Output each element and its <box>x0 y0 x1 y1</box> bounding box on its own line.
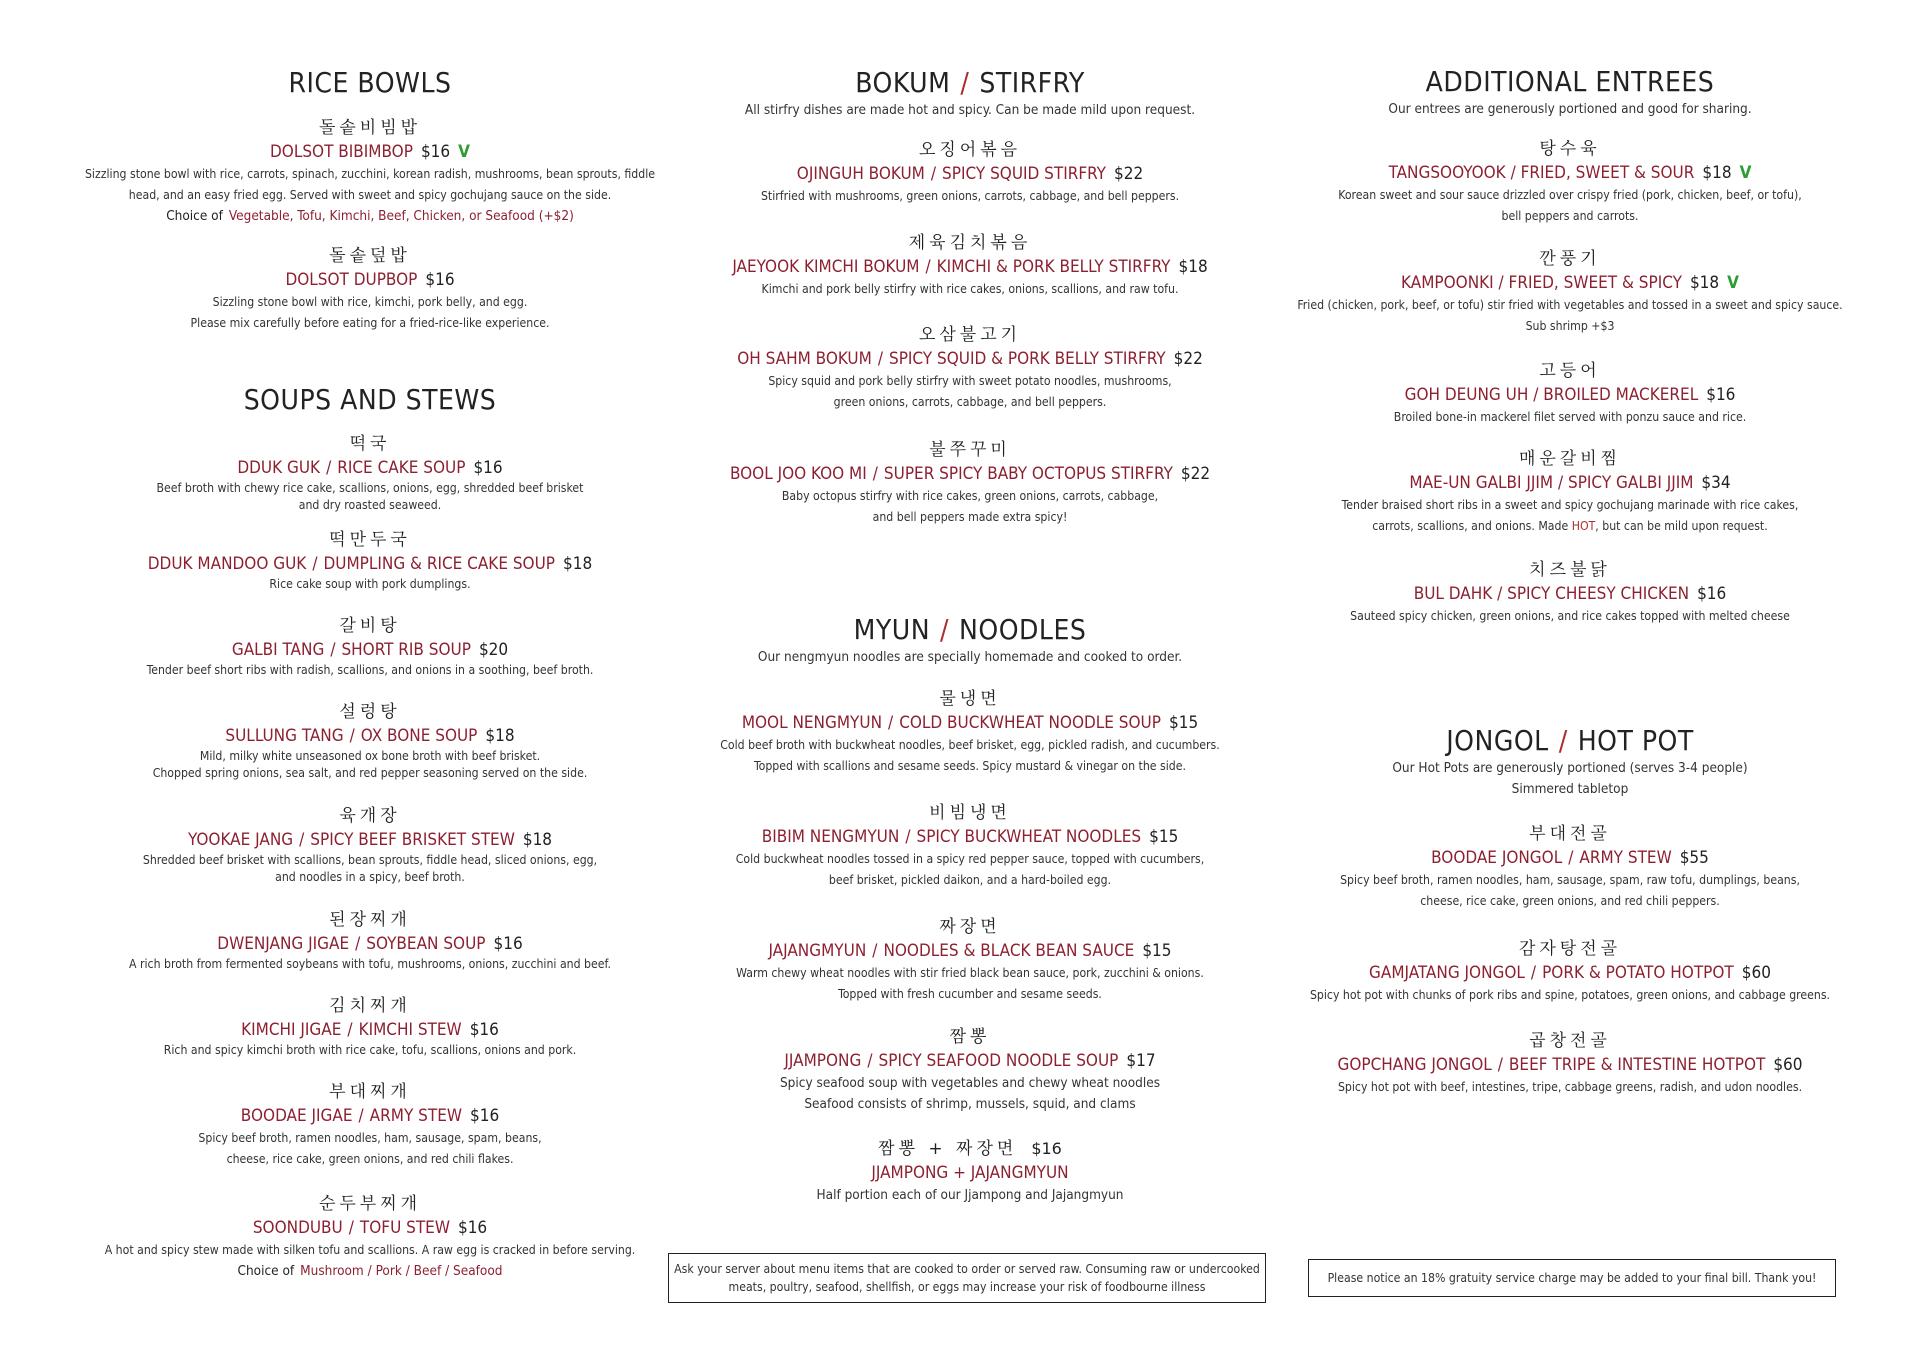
item-price: $18 <box>1178 257 1208 277</box>
item-description <box>1290 516 1850 537</box>
menu-item <box>710 438 1230 528</box>
item-description: Sizzling stone bowl with rice, carrots, spinach, zucchini, korean radish, mushrooms, bean sprouts, fiddle <box>84 167 656 181</box>
title-english: HOT POT <box>1577 724 1694 757</box>
column-left <box>40 0 700 1372</box>
item-name-romanized: DDUK GUK <box>237 458 321 478</box>
korean-name: 육개장 <box>339 806 401 826</box>
item-name-english: COLD BUCKWHEAT NOODLE SOUP <box>899 713 1161 733</box>
menu-item <box>40 908 700 973</box>
item-price: $16 <box>473 458 503 478</box>
item-price: $60 <box>1773 1055 1803 1075</box>
item-description: and noodles in a spicy, beef broth. <box>275 870 465 884</box>
menu-item <box>1290 558 1850 627</box>
item-description: Spicy seafood soup with vegetables and chewy wheat noodles <box>779 1075 1161 1091</box>
item-name-romanized: MOOL NENGMYUN <box>741 713 883 733</box>
item-description: Half portion each of our Jjampong and Jajangmyun <box>816 1187 1124 1203</box>
item-name <box>40 552 700 576</box>
korean-name: 비빔냉면 <box>929 803 1011 823</box>
item-name-romanized: YOOKAE JANG <box>187 830 294 850</box>
hot-label: HOT <box>1571 519 1596 533</box>
title-korean: MYUN <box>853 613 931 646</box>
item-name-english: KIMCHI & PORK BELLY STIRFRY <box>936 257 1171 277</box>
korean-name: 곱창전골 <box>1529 1031 1611 1051</box>
item-price: $34 <box>1701 473 1731 493</box>
item-price: $15 <box>1142 941 1172 961</box>
item-name-text: DOLSOT BIBIMBOP <box>270 142 413 162</box>
item-name-english: NOODLES & BLACK BEAN SAUCE <box>883 941 1135 961</box>
item-description: Broiled bone-in mackerel filet served with ponzu sauce and rice. <box>1393 410 1747 424</box>
rice-bowls-section <box>40 66 700 100</box>
separator: / <box>888 713 894 733</box>
korean-name: 불쭈꾸미 <box>929 440 1011 460</box>
item-name-romanized: GALBI TANG <box>231 640 325 660</box>
item-name-romanized: BOOL JOO KOO MI <box>729 464 867 484</box>
separator: / <box>347 1020 353 1040</box>
item-price: $16 <box>469 1020 499 1040</box>
vegetarian-mark: V <box>458 142 470 162</box>
item-name-romanized: GAMJATANG JONGOL <box>1369 963 1525 983</box>
item-name-romanized: BIBIM NENGMYUN <box>761 827 900 847</box>
menu-item <box>1290 137 1850 227</box>
korean-name: 짜장면 <box>939 917 1001 937</box>
item-name <box>710 939 1230 963</box>
separator: / <box>1497 1055 1503 1075</box>
item-description: Cold buckwheat noodles tossed in a spicy red pepper sauce, topped with cucumbers, <box>735 852 1205 866</box>
item-price: $16 <box>493 934 523 954</box>
item-name-text: BUL DAHK / SPICY CHEESY CHICKEN <box>1413 584 1690 604</box>
notice-line: meats, poultry, seafood, shellfish, or eggs may increase your risk of foodbourne illness <box>728 1280 1206 1294</box>
item-name-english: SPICY SQUID & PORK BELLY STIRFRY <box>888 349 1166 369</box>
item-name-romanized: JAEYOOK KIMCHI BOKUM <box>732 257 920 277</box>
menu-item <box>40 614 700 679</box>
section-subtitle: Our entrees are generously portioned and good for sharing. <box>1388 101 1752 117</box>
item-description: Shredded beef brisket with scallions, bean sprouts, fiddle head, sliced onions, egg, <box>142 853 598 867</box>
item-price: $16 <box>1031 1139 1062 1158</box>
item-description: Sauteed spicy chicken, green onions, and rice cakes topped with melted cheese <box>1350 609 1790 623</box>
item-description: Kimchi and pork belly stirfry with rice cakes, onions, scallions, and raw tofu. <box>761 282 1179 296</box>
separator: / <box>348 1218 354 1238</box>
korean-name: 물냉면 <box>939 689 1001 709</box>
item-description: Spicy hot pot with beef, intestines, tripe, cabbage greens, radish, and udon noodles. <box>1337 1080 1803 1094</box>
korean-name: 설렁탕 <box>339 702 401 722</box>
menu-item <box>710 687 1230 777</box>
item-price: $18 <box>563 554 593 574</box>
menu-item <box>40 804 700 886</box>
item-description: Warm chewy wheat noodles with stir fried black bean sauce, pork, zucchini & onions. <box>736 966 1204 980</box>
separator: / <box>1530 963 1537 983</box>
menu-item <box>1290 822 1850 912</box>
item-description: beef brisket, pickled daikon, and a hard-boiled egg. <box>828 873 1112 887</box>
item-description: Sub shrimp +$3 <box>1525 319 1615 333</box>
item-price: $22 <box>1180 464 1211 484</box>
item-description: Tender braised short ribs in a sweet and spicy gochujang marinade with rice cakes, <box>1341 498 1799 512</box>
item-description: cheese, rice cake, green onions, and red chili peppers. <box>1420 894 1720 908</box>
item-name <box>1290 961 1850 985</box>
menu-item <box>710 801 1230 891</box>
item-description: Rich and spicy kimchi broth with rice cake, tofu, scallions, onions and pork. <box>163 1043 577 1057</box>
item-price: $16 <box>425 270 455 290</box>
item-name-romanized: KIMCHI JIGAE <box>241 1020 342 1040</box>
title-slash: / <box>960 66 970 99</box>
menu-item <box>40 432 700 514</box>
separator: / <box>905 827 911 847</box>
item-name <box>1290 271 1850 295</box>
korean-name: 부대찌개 <box>329 1082 411 1102</box>
menu-item <box>1290 1029 1850 1098</box>
item-description: and bell peppers made extra spicy! <box>872 510 1068 524</box>
item-description: Stirfried with mushrooms, green onions, carrots, cabbage, and bell peppers. <box>760 189 1180 203</box>
item-description: Rice cake soup with pork dumplings. <box>269 577 471 591</box>
item-name <box>40 1104 700 1128</box>
korean-name: 김치찌개 <box>329 996 411 1016</box>
choice-label: Choice of <box>166 208 223 224</box>
item-name-english: PORK & POTATO HOTPOT <box>1542 963 1734 983</box>
item-price: $16 <box>457 1218 488 1238</box>
title-korean: JONGOL <box>1446 724 1549 757</box>
item-name <box>40 932 700 956</box>
separator: / <box>299 830 305 850</box>
item-price: $18 <box>1689 273 1720 293</box>
item-price: $16 <box>470 1106 500 1126</box>
separator: / <box>872 464 878 484</box>
menu-item <box>710 1137 1230 1206</box>
menu-item <box>710 138 1230 207</box>
item-price: $16 <box>1697 584 1727 604</box>
title-korean: BOKUM <box>855 66 951 99</box>
menu-item <box>40 1080 700 1170</box>
item-name-romanized: OH SAHM BOKUM <box>737 349 872 369</box>
title-english: STIRFRY <box>979 66 1085 99</box>
item-name <box>1290 582 1850 606</box>
item-name-romanized: SOONDUBU <box>252 1218 343 1238</box>
item-name-romanized: GOPCHANG JONGOL <box>1337 1055 1492 1075</box>
item-price: $16 <box>420 142 451 162</box>
korean-name: 감자탕전골 <box>1518 939 1622 959</box>
menu-item <box>710 1025 1230 1115</box>
menu-item <box>710 323 1230 413</box>
separator: / <box>925 257 931 277</box>
item-description: Beef broth with chewy rice cake, scallions, onions, egg, shredded beef brisket <box>156 481 584 495</box>
choice-options: Mushroom / Pork / Beef / Seafood <box>300 1263 503 1279</box>
item-name <box>1290 1053 1850 1077</box>
menu-item <box>40 528 700 593</box>
item-description: Cold beef broth with buckwheat noodles, beef brisket, egg, pickled radish, and cucumbers. <box>720 738 1220 752</box>
item-description: Please mix carefully before eating for a fried-rice-like experience. <box>190 316 550 330</box>
menu-item <box>40 994 700 1059</box>
item-price: $15 <box>1149 827 1179 847</box>
jongol-section <box>1290 724 1850 800</box>
separator: / <box>877 349 883 369</box>
title-slash: / <box>1558 724 1568 757</box>
item-description: A rich broth from fermented soybeans with tofu, mushrooms, onions, zucchini and beef. <box>129 957 611 971</box>
item-price: $20 <box>478 640 509 660</box>
item-name-english: SHORT RIB SOUP <box>341 640 471 660</box>
separator: / <box>326 458 332 478</box>
item-description: and dry roasted seaweed. <box>298 498 442 512</box>
item-name-romanized: SULLUNG TANG <box>225 726 344 746</box>
korean-name: 돌솥덮밥 <box>329 246 411 266</box>
item-description: cheese, rice cake, green onions, and red chili flakes. <box>226 1152 514 1166</box>
item-name <box>1290 383 1850 407</box>
item-name-romanized: BOODAE JIGAE <box>240 1106 353 1126</box>
item-name-english: SUPER SPICY BABY OCTOPUS STIRFRY <box>883 464 1173 484</box>
item-price: $15 <box>1168 713 1199 733</box>
section-title <box>710 66 1230 100</box>
item-description: Spicy squid and pork belly stirfry with sweet potato noodles, mushrooms, <box>768 374 1172 388</box>
item-description: Sizzling stone bowl with rice, kimchi, pork belly, and egg. <box>212 295 528 309</box>
item-choice <box>40 1261 700 1282</box>
notice-line: Ask your server about menu items that are cooked to order or served raw. Consuming raw or undercooked <box>674 1262 1260 1276</box>
section-subtitle: Our Hot Pots are generously portioned (serves 3-4 people) <box>1392 760 1748 776</box>
menu-item <box>1290 937 1850 1006</box>
separator: / <box>1568 848 1574 868</box>
section-subtitle: All stirfry dishes are made hot and spicy. Can be made mild upon request. <box>744 102 1196 118</box>
item-price: $55 <box>1679 848 1709 868</box>
section-title: SOUPS AND STEWS <box>243 383 497 416</box>
section-subtitle: Simmered tabletop <box>1511 781 1629 797</box>
menu-item <box>710 231 1230 300</box>
item-name-text: KAMPOONKI / FRIED, SWEET & SPICY <box>1401 273 1682 293</box>
menu-item <box>1290 447 1850 537</box>
item-name-english: SPICY SQUID STIRFRY <box>942 164 1107 184</box>
item-name <box>710 255 1230 279</box>
title-english: NOODLES <box>959 613 1087 646</box>
title-slash: / <box>940 613 950 646</box>
item-description: A hot and spicy stew made with silken tofu and scallions. A raw egg is cracked in before serving. <box>104 1243 636 1257</box>
section-subtitle: Our nengmyun noodles are specially homemade and cooked to order. <box>757 649 1183 665</box>
korean-name: 오징어볶음 <box>918 140 1022 160</box>
korean-name: 매운갈비찜 <box>1518 449 1622 469</box>
raw-food-notice <box>668 1253 1266 1303</box>
korean-name: 떡국 <box>349 434 391 454</box>
item-name-romanized: OJINGUH BOKUM <box>796 164 925 184</box>
item-description: Baby octopus stirfry with rice cakes, green onions, carrots, cabbage, <box>781 489 1159 503</box>
item-name <box>710 462 1230 486</box>
item-price: $18 <box>522 830 553 850</box>
item-description: Seafood consists of shrimp, mussels, squid, and clams <box>804 1096 1136 1112</box>
item-description: Tender beef short ribs with radish, scallions, and onions in a soothing, beef broth. <box>146 663 594 677</box>
menu-item <box>1290 359 1850 428</box>
menu-item <box>40 244 700 334</box>
description-text: carrots, scallions, and onions. Made <box>1372 519 1572 533</box>
item-name-english: OX BONE SOUP <box>360 726 478 746</box>
menu-item <box>40 1192 700 1282</box>
item-description: Spicy hot pot with chunks of pork ribs and spine, potatoes, green onions, and cabbage greens. <box>1309 988 1831 1002</box>
korean-name: 치즈불닭 <box>1529 560 1611 580</box>
item-name <box>710 347 1230 371</box>
item-name-english: TOFU STEW <box>359 1218 450 1238</box>
item-name-text: DOLSOT DUPBOP <box>285 270 418 290</box>
korean-name: 된장찌개 <box>329 910 411 930</box>
item-price: $22 <box>1173 349 1203 369</box>
menu-item <box>40 700 700 782</box>
item-name <box>40 638 700 662</box>
item-price: $18 <box>485 726 515 746</box>
item-description: Korean sweet and sour sauce drizzled over crispy fried (pork, chicken, beef, or tofu), <box>1338 188 1802 202</box>
section-title <box>1290 724 1850 758</box>
item-description: Topped with scallions and sesame seeds. Spicy mustard & vinegar on the side. <box>754 759 1186 773</box>
notice-line: Please notice an 18% gratuity service charge may be added to your final bill. Thank you! <box>1327 1271 1817 1285</box>
item-name <box>40 724 700 748</box>
item-name <box>1290 471 1850 495</box>
section-title: ADDITIONAL ENTREES <box>1425 65 1715 98</box>
item-name-romanized: DWENJANG JIGAE <box>217 934 350 954</box>
item-price: $17 <box>1126 1051 1156 1071</box>
korean-name: 떡만두국 <box>329 530 411 550</box>
item-name <box>710 162 1230 186</box>
korean-name: 깐풍기 <box>1539 249 1601 269</box>
item-name-romanized: JJAMPONG <box>784 1051 862 1071</box>
item-name <box>710 711 1230 735</box>
item-name-english: DUMPLING & RICE CAKE SOUP <box>323 554 556 574</box>
korean-name <box>710 1137 1230 1161</box>
item-name-english: RICE CAKE SOUP <box>337 458 466 478</box>
item-name-english: SPICY SEAFOOD NOODLE SOUP <box>878 1051 1119 1071</box>
korean-name: 고등어 <box>1539 361 1601 381</box>
gratuity-notice <box>1308 1259 1836 1297</box>
separator: / <box>930 164 937 184</box>
item-name <box>1290 846 1850 870</box>
item-price: $18 <box>1702 163 1732 183</box>
item-price: $16 <box>1706 385 1736 405</box>
item-price: $60 <box>1741 963 1771 983</box>
item-name-romanized: BOODAE JONGOL <box>1431 848 1563 868</box>
choice-options: Vegetable, Tofu, Kimchi, Beef, Chicken, or Seafood (+$2) <box>228 208 574 224</box>
item-name <box>40 828 700 852</box>
column-middle <box>674 0 1260 1372</box>
menu-item <box>40 116 700 227</box>
korean-name: 제육김치볶음 <box>908 233 1032 253</box>
item-name <box>40 140 700 164</box>
korean-name: 갈비탕 <box>339 616 401 636</box>
myun-section <box>710 613 1230 668</box>
item-name <box>710 825 1230 849</box>
separator: / <box>355 934 361 954</box>
separator: / <box>330 640 336 660</box>
item-description: Chopped spring onions, sea salt, and red pepper seasoning served on the side. <box>152 766 588 780</box>
item-description: Fried (chicken, pork, beef, or tofu) stir fried with vegetables and tossed in a sweet and spicy sauce. <box>1297 298 1843 312</box>
korean-name: 돌솥비빔밥 <box>318 118 422 138</box>
item-name-english: KIMCHI STEW <box>358 1020 462 1040</box>
item-name <box>40 456 700 480</box>
item-name-romanized: JAJANGMYUN <box>768 941 867 961</box>
item-name-english: ARMY STEW <box>369 1106 462 1126</box>
item-name: JJAMPONG + JAJANGMYUN <box>871 1163 1069 1183</box>
section-title: RICE BOWLS <box>288 66 452 99</box>
item-description: green onions, carrots, cabbage, and bell peppers. <box>833 395 1107 409</box>
description-text: , but can be mild upon request. <box>1595 519 1768 533</box>
item-name-english: SPICY BEEF BRISKET STEW <box>310 830 515 850</box>
vegetarian-mark: V <box>1739 163 1752 183</box>
separator: / <box>312 554 318 574</box>
menu-item <box>710 915 1230 1005</box>
item-name <box>40 1216 700 1240</box>
separator: / <box>867 1051 873 1071</box>
soups-section <box>40 383 700 417</box>
item-name-english: SPICY BUCKWHEAT NOODLES <box>916 827 1142 847</box>
item-description: Topped with fresh cucumber and sesame seeds. <box>838 987 1102 1001</box>
item-description: Spicy beef broth, ramen noodles, ham, sausage, spam, raw tofu, dumplings, beans, <box>1340 873 1800 887</box>
item-name-text: MAE-UN GALBI JJIM / SPICY GALBI JJIM <box>1409 473 1694 493</box>
item-choice <box>40 206 700 227</box>
item-description: Mild, milky white unseasoned ox bone broth with beef brisket. <box>199 749 541 763</box>
item-price: $22 <box>1114 164 1144 184</box>
separator: / <box>349 726 355 746</box>
item-description: head, and an easy fried egg. Served with sweet and spicy gochujang sauce on the side. <box>128 188 612 202</box>
item-name <box>1290 161 1850 185</box>
bokum-section <box>710 66 1230 121</box>
choice-label: Choice of <box>237 1263 295 1279</box>
item-name <box>40 1018 700 1042</box>
item-name <box>710 1049 1230 1073</box>
item-name <box>40 268 700 292</box>
korean-combo: 짬뽕 + 짜장면 <box>878 1139 1018 1159</box>
column-right <box>1290 0 1850 1372</box>
korean-name: 탕수육 <box>1539 139 1601 159</box>
item-name-romanized: DDUK MANDOO GUK <box>147 554 307 574</box>
item-name-english: BEEF TRIPE & INTESTINE HOTPOT <box>1508 1055 1766 1075</box>
vegetarian-mark: V <box>1727 273 1739 293</box>
separator: / <box>872 941 878 961</box>
item-name-text: TANGSOOYOOK / FRIED, SWEET & SOUR <box>1388 163 1695 183</box>
item-description: bell peppers and carrots. <box>1501 209 1639 223</box>
menu-item <box>1290 247 1850 337</box>
separator: / <box>358 1106 364 1126</box>
korean-name: 순두부찌개 <box>318 1194 422 1214</box>
korean-name: 짬뽕 <box>949 1027 991 1047</box>
section-title <box>710 613 1230 647</box>
item-name-english: SOYBEAN SOUP <box>366 934 486 954</box>
entrees-section <box>1290 65 1850 120</box>
item-name-english: ARMY STEW <box>1579 848 1672 868</box>
item-description: Spicy beef broth, ramen noodles, ham, sausage, spam, beans, <box>198 1131 542 1145</box>
korean-name: 오삼불고기 <box>918 325 1022 345</box>
korean-name: 부대전골 <box>1529 824 1611 844</box>
item-name-text: GOH DEUNG UH / BROILED MACKEREL <box>1404 385 1699 405</box>
